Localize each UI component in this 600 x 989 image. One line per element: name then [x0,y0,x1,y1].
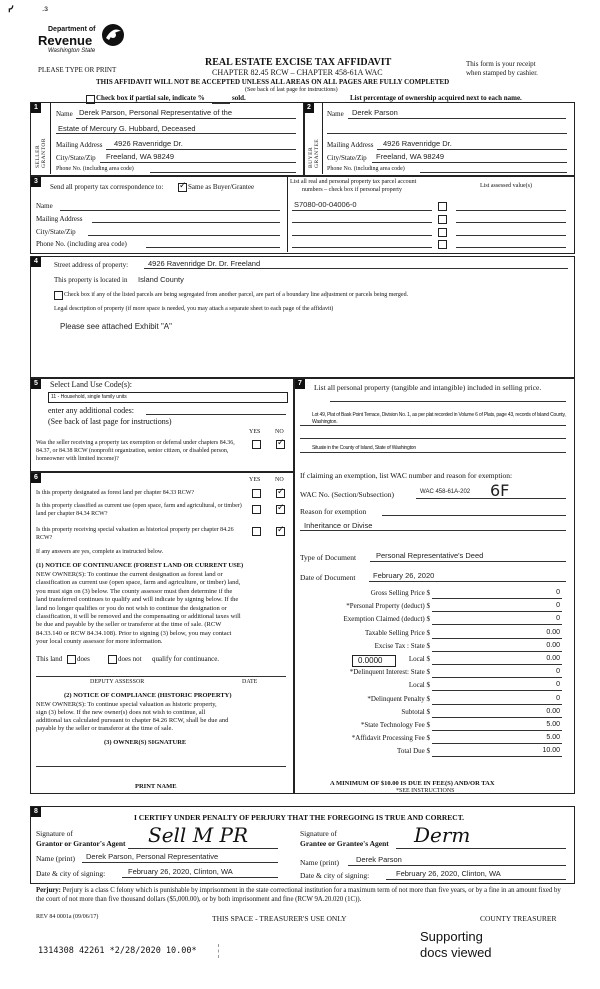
fee-value[interactable]: 0.00 [546,655,560,662]
notice1-line: NEW OWNER(S): To continue the current designation as forest land or [36,571,223,578]
wac-handwritten[interactable]: 6F [490,481,510,500]
certify-statement: I CERTIFY UNDER PENALTY OF PERJURY THAT THE FOREGOING IS TRUE AND CORRECT. [134,813,465,822]
grantor-name[interactable]: Derek Parson, Personal Representative [86,852,219,861]
doc-type-label: Type of Document [300,553,357,562]
parcel-list-header-2: numbers – check box if personal property [302,187,402,193]
grantee-name[interactable]: Derek Parson [356,855,402,864]
fee-label: Gross Selling Price $ [370,589,430,597]
land-use-value: 11 - Household, single family units [51,394,127,400]
fee-value[interactable]: 10.00 [542,747,560,755]
notice1-line: your local county assessor for more information. [36,638,163,646]
local-rate: 0.0000 [358,656,383,665]
grantee-date[interactable]: February 26, 2020, Clinton, WA [396,869,501,878]
fee-label: Total Due $ [397,747,430,756]
notice1-line: classification as current use (open space, farm and agriculture, or timber) land, [36,579,241,587]
owner-signature-title: (3) OWNER(S) SIGNATURE [104,739,187,746]
form-revision: REV 84 0001a (09/06/17) [36,914,99,920]
notice2-line: sign (3) below. If the new owner(s) does not wish to continue, all [36,709,206,716]
fee-label: *Affidavit Processing Fee $ [351,734,430,743]
section-4-property [30,256,575,378]
historic-no-checkbox[interactable] [276,527,285,536]
fee-value[interactable]: 0 [556,681,560,689]
buyer-city[interactable]: Freeland, WA 98249 [376,152,445,161]
section-1-number: 1 [31,103,41,113]
seller-city[interactable]: Freeland, WA 98249 [106,152,175,161]
lot-description[interactable]: Lot 49, Plat of Bask Point Terrace, Division No. 1, as per plat recorded in Volume 6 of Plats, page 43, records of Island County, Washington. [312,412,566,425]
correspondence-name-label: Name [36,202,53,210]
this-land-label: This land [36,655,63,663]
forest-land-question: Is this property designated as forest land per chapter 84.33 RCW? [36,490,195,496]
exemption-no-checkbox[interactable] [276,440,285,449]
notice1-line: you must sign on (3) below. The county assessor must then determine if the [36,587,233,595]
grantee-agent-label: Grantee or Grantee's Agent [300,839,389,848]
segregated-checkbox[interactable] [54,291,63,300]
section5-no-header: NO [275,429,284,435]
segregated-label: Check box if any of the listed parcels are being segregated from another parcel, are part of a boundary line adjustment or parcels being merged. [64,292,409,298]
grantee-sig-label-1: Signature of [300,829,337,838]
fee-value[interactable]: 0 [556,602,560,610]
notice1-line: classification, it will be removed and the compensating or additional taxes will [36,613,241,621]
parcel-personal-checkbox-1[interactable] [438,202,447,211]
fee-label: Taxable Selling Price $ [364,628,430,637]
ownership-pct-note: List percentage of ownership acquired next to each name. [350,94,522,102]
exemption-question: Was the seller receiving a property tax exemption or deferral under chapters 84.36, 84.37, or 84.38 RCW (nonprofit organization, senior citizen, or disabled person, homeowner with limited income)? [36,440,235,462]
section-3-number: 3 [31,177,41,187]
current-use-yes-checkbox[interactable] [252,505,261,514]
notice-compliance-title: (2) NOTICE OF COMPLIANCE (HISTORIC PROPERTY) [64,692,232,699]
section6-no-header: NO [275,477,284,483]
correspondence-city-label: City/State/Zip [36,228,76,236]
notice2-line: NEW OWNER(S): To continue special valuation as historic property, [36,701,217,708]
doc-date-label: Date of Document [300,573,356,582]
notice1-line: be due and payable by the seller or transferor at the time of sale. (RCW [36,621,222,629]
buyer-name-label: Name [327,110,344,118]
see-instructions-note: *SEE INSTRUCTIONS [396,788,455,794]
seller-phone-label: Phone No. (including area code) [56,166,134,172]
section-5-number: 5 [31,379,41,389]
supporting-docs-stamp-1: Supporting [420,929,483,944]
section-8-number: 8 [31,807,41,817]
notice-continuance-title: (1) NOTICE OF CONTINUANCE (FOREST LAND OR CURRENT USE) [36,562,244,569]
notice-continuance-body [36,571,241,647]
seller-name-2[interactable]: Estate of Mercury G. Hubbard, Deceased [58,124,196,133]
buyer-mailing-label: Mailing Address [327,141,374,149]
local-rate-box[interactable] [352,655,396,667]
treasurer-space: THIS SPACE - TREASURER'S USE ONLY [212,914,347,923]
seller-name-1[interactable]: Derek Parson, Personal Representative of the [79,108,232,117]
fee-label: *Personal Property (deduct) $ [346,602,430,611]
receipt-note-2: when stamped by cashier. [466,69,538,77]
form-title: REAL ESTATE EXCISE TAX AFFIDAVIT [205,57,392,68]
historic-yes-checkbox[interactable] [252,527,261,536]
situate-text[interactable]: Situate in the County of Island, State of Washington [312,445,416,451]
reason-label: Reason for exemption [300,507,367,516]
section-4-number: 4 [31,257,41,267]
fee-value[interactable]: 5.00 [546,734,560,742]
fee-value[interactable]: 0 [556,668,560,676]
does-label: does [77,655,90,663]
does-qualify-checkbox[interactable] [67,655,76,664]
receipt-stamp: 1314308 42261 *2/28/2020 10.00* [38,946,197,956]
additional-codes-label: enter any additional codes: [48,406,134,415]
fee-label: Excise Tax : State $ [374,641,430,650]
grantor-name-label: Name (print) [36,854,75,863]
located-in-label: This property is located in [54,276,128,284]
wac-label: WAC No. (Section/Subsection) [300,490,394,499]
fee-value[interactable]: 0 [556,589,560,596]
fee-value[interactable]: 0.00 [546,628,560,636]
seller-name-label: Name [56,110,73,118]
buyer-grantee-label: BUYER GRANTEE [308,138,320,168]
exemption-claim-label: If claiming an exemption, list WAC number and reason for exemption: [300,471,513,480]
parcel-personal-checkbox-4[interactable] [438,240,447,249]
partial-sale-label: Check box if partial sale, indicate % [96,94,205,102]
completion-warning: THIS AFFIDAVIT WILL NOT BE ACCEPTED UNLESS ALL AREAS ON ALL PAGES ARE FULLY COMPLETED [96,78,450,86]
logo-dept: Department of [48,26,96,33]
send-correspondence-label: Send all property tax correspondence to: [50,183,164,191]
fee-label: Exemption Claimed (deduct) $ [343,615,430,624]
notice1-line: 84.33.140 or RCW 84.34.108). Prior to signing (3) below, you may contact [36,629,232,637]
buyer-name[interactable]: Derek Parson [352,108,398,117]
does-not-qualify-checkbox[interactable] [108,655,117,664]
type-or-print: PLEASE TYPE OR PRINT [38,66,117,74]
fee-label: *State Technology Fee $ [360,721,430,729]
seller-mailing[interactable]: 4926 Ravenridge Dr. [114,139,183,148]
fee-value[interactable]: 5.00 [546,721,560,728]
notice1-line: land transferred continues to qualify and will indicate by signing below. If the [36,596,239,604]
grantor-signature[interactable]: Sell M PR [148,823,249,847]
buyer-mailing[interactable]: 4926 Ravenridge Dr. [383,139,452,148]
current-use-no-checkbox[interactable] [276,505,285,514]
logo-state: Washington State [48,48,96,54]
same-as-buyer-checkbox[interactable] [178,183,187,192]
logo-name: Revenue [38,33,93,48]
land-use-label: Select Land Use Code(s): [50,380,132,389]
section5-yes-header: YES [249,429,261,435]
parcel-number[interactable]: S7080-00-04006-0 [294,200,357,209]
section-7-personal-property [294,378,575,794]
print-name-label: PRINT NAME [135,783,177,790]
parcel-personal-checkbox-2[interactable] [438,215,447,224]
see-back-instructions: (See back of last page for instructions) [245,87,338,93]
buyer-city-label: City/State/Zip [327,154,367,162]
receipt-note-1: This form is your receipt [466,60,536,68]
wac-number[interactable]: WAC 458-61A-202 [420,489,471,495]
notice2-line: additional tax calculated pursuant to chapter 84.26 RCW, shall be due and [36,717,229,724]
same-as-buyer-label: Same as Buyer/Grantee [188,183,255,191]
deputy-assessor-label: DEPUTY ASSESSOR [90,679,145,685]
land-use-select[interactable] [48,392,288,403]
form-subtitle: CHAPTER 82.45 RCW – CHAPTER 458-61A WAC [212,68,383,77]
historic-question: Is this property receiving special valuation as historical property per chapter 84.26 RCW? [36,527,234,541]
personal-property-label: List all personal property (tangible and intangible) included in selling price. [314,383,542,392]
fee-label: *Delinquent Interest: State $ [349,668,430,677]
grantee-signature[interactable]: Derm [414,823,471,847]
correspondence-mailing-label: Mailing Address [36,215,83,223]
land-use-see-back: (See back of last page for instructions) [48,417,172,426]
correspondence-phone-label: Phone No. (including area code) [36,240,127,248]
county-treasurer: COUNTY TREASURER [480,914,557,923]
scan-dot: .ɜ [42,4,48,13]
street-address[interactable]: 4926 Ravenridge Dr. Dr. Freeland [148,259,261,268]
street-address-label: Street address of property: [54,261,129,269]
fee-value[interactable]: 0.00 [546,641,560,649]
fee-label: Local $ [408,681,430,690]
sold-label: sold. [232,94,246,102]
grantor-sig-label-1: Signature of [36,829,73,838]
perjury-notice [36,886,570,904]
legal-description[interactable]: Please see attached Exhibit "A" [60,322,172,331]
section-2-number: 2 [304,103,314,113]
fee-label: Subtotal $ [401,707,430,716]
county[interactable]: Island County [138,275,184,284]
deputy-date-label: DATE [242,679,258,685]
qualify-label: qualify for continuance. [152,655,220,663]
fee-value[interactable]: 0 [556,615,560,623]
dor-swoosh-icon [100,22,126,48]
exemption-reason[interactable]: Inheritance or Divise [304,521,373,530]
parcel-personal-checkbox-3[interactable] [438,228,447,237]
grantor-agent-label: Grantor or Grantor's Agent [36,839,126,848]
seller-mailing-label: Mailing Address [56,141,103,149]
forest-no-checkbox[interactable] [276,489,285,498]
assessed-value-header: List assessed value(s) [480,183,532,189]
fee-label: *Delinquent Penalty $ [367,694,430,703]
notice1-line: land no longer qualifies or you do not wish to continue the designation or [36,604,227,612]
minimum-due-note: A MINIMUM OF $10.00 IS DUE IN FEE(S) AND/OR TAX [330,780,495,787]
parcel-list-header-1: List all real and personal property tax parcel account [290,179,417,185]
section-6-number: 6 [31,473,41,483]
forest-yes-checkbox[interactable] [252,489,261,498]
grantor-date[interactable]: February 26, 2020, Clinton, WA [128,867,233,876]
grantor-date-label: Date & city of signing: [36,869,106,878]
notice2-line: payable by the seller or transferor at the time of sale. [36,725,173,732]
current-use-question: Is this property classified as current use (open space, farm and agricultural, or timber) land per chapter 84.34 RCW? [36,503,242,517]
fee-label: Local $ [408,655,430,663]
seller-city-label: City/State/Zip [56,154,96,162]
perjury-text: Perjury is a class C felony which is punishable by imprisonment in the state correctional institution for a maximum term of not more than five years, or by a fine in an amount fixed by the court of not more than five thousand dollars ($5,000.00), or by both imprisonment and fine (RCW 9A.20.020 (1C)). [36,887,561,903]
fee-value[interactable]: 0 [556,694,560,702]
scan-mark: ᓯ [8,4,14,14]
supporting-docs-stamp-2: docs viewed [420,945,492,960]
doc-date[interactable]: February 26, 2020 [373,571,435,580]
seller-grantor-label: SELLER GRANTOR [35,138,47,168]
notice-compliance-body [36,701,228,733]
grantee-name-label: Name (print) [300,858,339,867]
does-not-label: does not [118,655,142,663]
section-7-number: 7 [295,379,305,389]
grantee-date-label: Date & city of signing: [300,871,370,880]
perjury-bold: Perjury: [36,887,61,894]
fee-value[interactable]: 0.00 [546,707,560,715]
section6-yes-header: YES [249,477,261,483]
if-yes-note: If any answers are yes, complete as instructed below. [36,549,164,555]
buyer-phone-label: Phone No. (including area code) [327,166,405,172]
doc-type[interactable]: Personal Representative's Deed [376,551,484,560]
exemption-yes-checkbox[interactable] [252,440,261,449]
legal-description-label: Legal description of property (if more space is needed, you may attach a separate sheet to each page of the affidavit) [54,306,334,312]
